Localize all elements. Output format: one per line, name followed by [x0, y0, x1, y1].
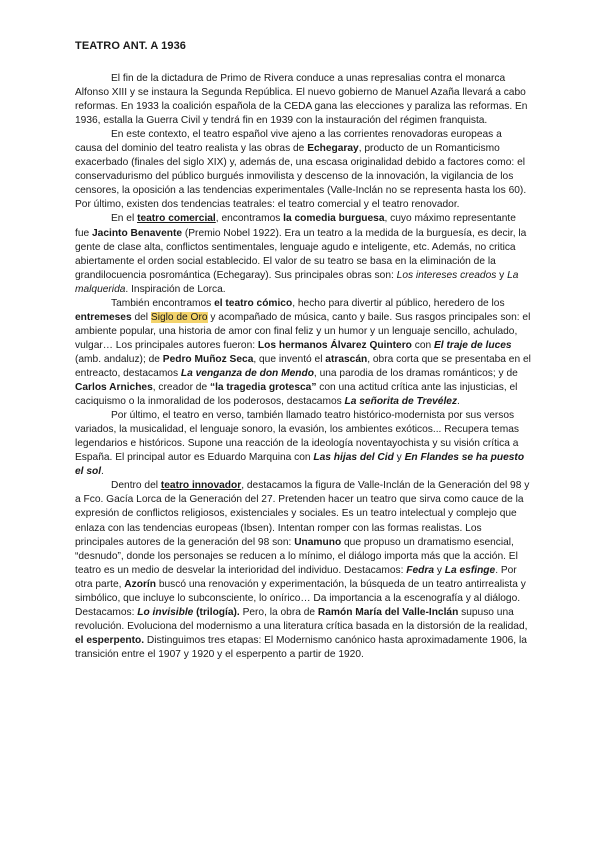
work-title: La esfinge: [444, 564, 496, 576]
author-azorin: Azorín: [124, 578, 156, 590]
work-title: La venganza de don Mendo: [180, 367, 314, 379]
highlighted-text: Siglo de Oro: [150, 311, 208, 323]
paragraph-commercial-theatre: En el teatro comercial, encontramos la comedia burguesa, cuyo máximo representante fue Jacinto Benavente (Premio Nobel 1922). Era un teatro a la medida de la burguesía, es decir, la gente de clase alta, conflictos sentimentales, lenguaje agudo e inteligente, etc. Además, no critica abiertamente el orden social establecido. El valor de su teatro se basa en la eliminación de la grandilocuencia posromántica (Echegaray). Sus principales obras son: Los intereses creados y La malquerida. Inspiración de Lorca.: [75, 213, 527, 295]
author-arniches: Carlos Arniches: [75, 382, 153, 394]
term-comedia-burguesa: la comedia burguesa: [283, 213, 385, 225]
paragraph-situation: En este contexto, el teatro español vive ajeno a las corrientes renovadoras europeas a causa del dominio del teatro realista y las obras de Echegaray, producto de un Romanticismo exacerbado (finales del siglo XIX) y, además de, una escasa originalidad debido a factores como: el conservadurismo del público burgués inmovilista y descenso de la innovación, la vigilancia de los censores, la oposición a las tendencias experimentales (Valle-Inclán no se representa hasta los 60). Por último, existen dos tendencias teatrales: el teatro comercial y el teatro renovador.: [75, 129, 527, 211]
term-teatro-innovador: teatro innovador: [160, 480, 242, 492]
term-entremeses: entremeses: [75, 311, 132, 323]
work-title: Fedra: [406, 564, 435, 576]
work-title: Los intereses creados: [396, 269, 497, 281]
paragraph-innovative-theatre: Dentro del teatro innovador, destacamos la figura de Valle-Inclán de la Generación del 98 y a Fco. Gacía Lorca de la Generación del 27. Pretenden hacer un teatro que sirva como cauce de la expresión de conflictos religiosos, existenciales y sociales. Es un teatro intelectual y complejo que enlaza con las tendencias europeas (Ibsen). Intentan romper con las formas realistas. Los principales autores de la generación del 98 son: Unamuno que propuso un dramatismo esencial, “desnudo”, donde los personajes se reducen a lo mínimo, el diálogo importa más que la acción. El teatro es un medio de desvelar la interioridad del individuo. Destacamos: Fedra y La esfinge. Por otra parte, Azorín buscó una renovación y experimentación, la búsqueda de un teatro antirrealista y simbólico, que incluye lo subconsciente, lo onírico… Da importancia a la escenografía y al diálogo. Destacamos: Lo invisible (trilogía). Pero, la obra de Ramón María del Valle-Inclán supuso una revolución. Evoluciona del modernismo a una literatura crítica basada en la distorsión de la realidad, el esperpento. Distinguimos tres etapas: El Modernismo canónico hasta aproximadamente 1906, la transición entre el 1907 y 1920 y el esperpento a partir de 1920.: [75, 480, 530, 660]
author-unamuno: Unamuno: [294, 536, 342, 548]
work-title: La señorita de Trevélez: [344, 396, 458, 408]
term-esperpento: el esperpento.: [75, 634, 145, 646]
work-title: La malquerida: [75, 269, 519, 295]
author-benavente: Jacinto Benavente: [92, 227, 183, 239]
author-quintero: Los hermanos Álvarez Quintero: [257, 339, 412, 351]
paragraph-verse-theatre: Por último, el teatro en verso, también llamado teatro histórico-modernista por sus versos variados, la musicalidad, el lenguaje sonoro, la evasión, los ambientes exóticos... Recupera temas legendarios e históricos. Supone una reacción de la ideología noventayochista y su visión crítica a España. El principal autor es Eduardo Marquina con Las hijas del Cid y En Flandes se ha puesto el sol.: [75, 410, 525, 478]
term-tragedia-grotesca: “la tragedia grotesca”: [209, 382, 317, 394]
paragraph-comic-theatre: También encontramos el teatro cómico, hecho para divertir al público, heredero de los entremeses del Siglo de Oro y acompañado de música, canto y baile. Sus rasgos principales son: el ambiente popular, una historia de amor con final feliz y un humor y un lenguaje sencillo, achulado, vulgar… Los principales autores fueron: Los hermanos Álvarez Quintero con El traje de luces (amb. andaluz); de Pedro Muñoz Seca, que inventó el atrascán, obra corta que se presentaba en el entreacto, destacamos La venganza de don Mendo, una parodia de los dramas románticos; y de Carlos Arniches, creador de “la tragedia grotesca” con una actitud crítica ante las injusticias, el caciquismo o la inmoralidad de los poderosos, destacamos La señorita de Trevélez.: [75, 297, 531, 408]
work-title: El traje de luces: [434, 339, 512, 351]
author-munoz-seca: Pedro Muñoz Seca: [162, 353, 254, 365]
term-teatro-comico: el teatro cómico: [214, 297, 293, 309]
author-echegaray: Echegaray: [307, 143, 359, 155]
work-title: Las hijas del Cid: [313, 452, 394, 464]
term-atrascan: atrascán: [325, 353, 368, 365]
document-body: [75, 72, 531, 662]
document-title: TEATRO ANT. A 1936: [75, 40, 187, 52]
term-teatro-comercial: teatro comercial: [137, 213, 216, 225]
author-valle-inclan: Ramón María del Valle-Inclán: [317, 606, 459, 618]
paragraph-context: El fin de la dictadura de Primo de Rivera conduce a unas represalias contra el monarca Alfonso XIII y se instaura la Segunda República. El nuevo gobierno de Manuel Azaña llevará a cabo reformas. En 1933 la coalición española de la CEDA gana las elecciones y paraliza las reformas. En 1936, estalla la Guerra Civil y tendrá fin en 1939 con la instauración del régimen franquista.: [75, 73, 528, 127]
work-title: En Flandes se ha puesto el sol: [75, 452, 525, 478]
work-title: Lo invisible: [137, 606, 194, 618]
